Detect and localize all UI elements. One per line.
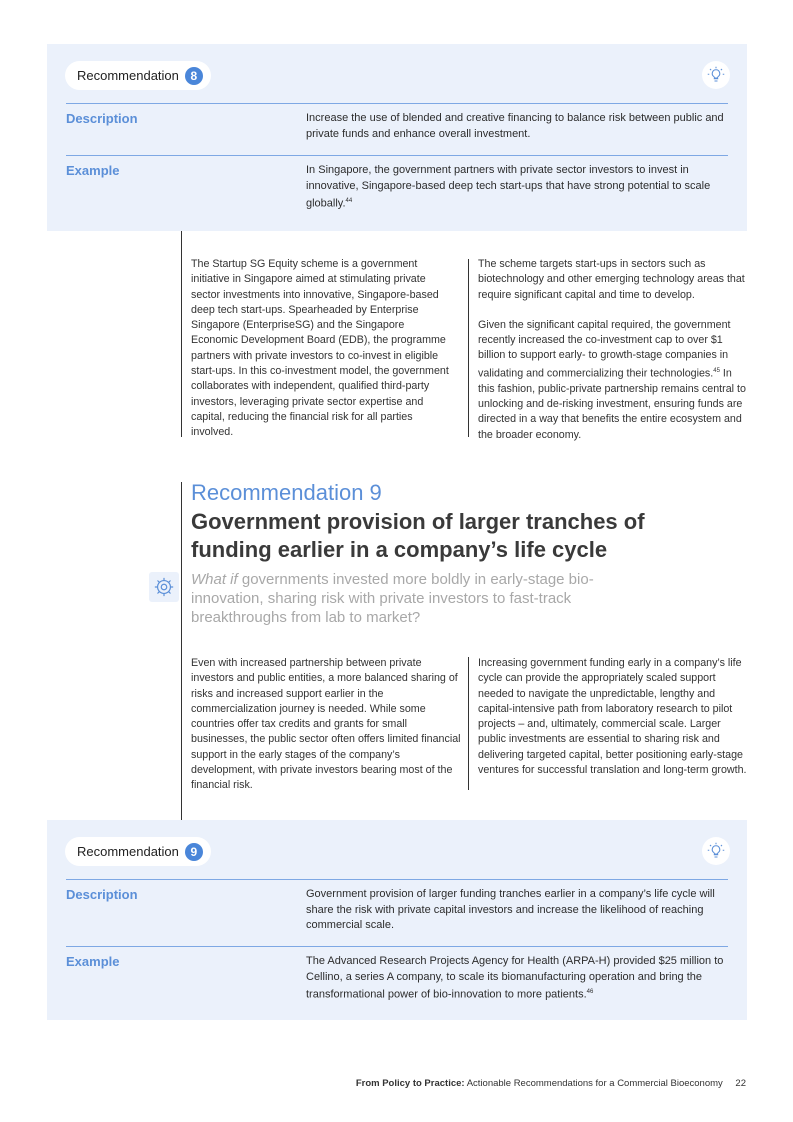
- footnote-ref: 46: [586, 989, 594, 995]
- column-divider: [181, 231, 182, 437]
- description-label: Description: [66, 111, 138, 126]
- page-footer: [356, 1078, 746, 1089]
- column-divider: [468, 657, 469, 790]
- description-text: Increase the use of blended and creative financing to balance risk between public and private funds and enhance overall investment.: [306, 112, 724, 140]
- example-label: Example: [66, 163, 120, 178]
- section-title: Government provision of larger tranches of funding earlier in a company’s life cycle: [191, 509, 645, 562]
- footer-title-bold: From Policy to Practice:: [355, 1078, 465, 1089]
- gear-icon: [149, 572, 179, 602]
- example-text: In Singapore, the government partners with private sector investors to invest in innovative, Singapore-based deep tech start-ups that have strong potential to scale globally.$^{44}$: [306, 164, 711, 210]
- recommendation-8-pill: [65, 61, 211, 90]
- rec9-body-column-1: [191, 656, 463, 794]
- body-paragraph: Even with increased partnership between private investors and public entities, a more balanced sharing of risks and increased support earlier in the commercialization journey is needed. While some countries offer tax credits and grants for small businesses, the public sector often offers limited financial support in the early stages of the company’s development, with private investors bearing most of the financial risk.: [191, 657, 461, 792]
- page-number: 22: [735, 1078, 746, 1089]
- description-row: [66, 103, 728, 155]
- section-kicker: Recommendation 9: [191, 480, 382, 505]
- example-text: The Advanced Research Projects Agency for Health (ARPA-H) provided $25 million to Cellino, a series A company, to scale its biomanufacturing operation and bring the transformational power of bio-innovation to more patients.$^{46}$: [306, 955, 724, 1001]
- example-row: [66, 946, 728, 1006]
- case-study-paragraph: The Startup SG Equity scheme is a government initiative in Singapore aimed at stimulating private sector investments into innovative, Singapore-based deep tech start-ups. Spearheaded by Enterprise Singapore (EnterpriseSG) and the Singapore Economic Development Board (EDB), the programme partners with private investors to co-invest in eligible start-ups. In this co-investment model, the government collaborates with independent, qualified third-party investors, leveraging private sector expertise and capital, reducing the financial risk for all parties involved.: [191, 258, 449, 439]
- lightbulb-icon: [702, 837, 730, 865]
- footer-title: Actionable Recommendations for a Commercial Bioeconomy: [464, 1078, 723, 1089]
- recommendation-label: Recommendation: [77, 68, 179, 83]
- lightbulb-icon: [702, 61, 730, 89]
- body-paragraph: Increasing government funding early in a company’s life cycle can provide the appropriately scaled support needed to navigate the unpredictable, lengthy and capital-intensive path from laboratory research to pilot projects – and, ultimately, commercial scale. Larger public investments are essential to sharing risk and delivering targeted capital, better positioning early-stage ventures for successful translation and long-term growth.: [478, 657, 747, 777]
- description-text: Government provision of larger funding tranches earlier in a company’s life cycle will share the risk with private capital investors and increase the likelihood of reaching commercial scale.: [306, 888, 715, 931]
- recommendation-label: Recommendation: [77, 844, 179, 859]
- case-study-paragraph: The scheme targets start-ups in sectors such as biotechnology and other emerging technology areas that require significant capital and time to develop.: [478, 258, 745, 301]
- footnote-ref: 45: [713, 367, 720, 374]
- recommendation-9-heading: [191, 479, 711, 627]
- description-row: [66, 879, 728, 946]
- case-study-paragraph: Given the significant capital required, the government recently increased the co-investment cap to over $1 billion to support early- to growth-stage companies in validating and commercializing their technologies.$^{45}$ In this fashion, public-private partnership remains central to unlocking and de-risking investment, ensuring funds are directed in a way that benefits the entire ecosystem and the broader economy.: [478, 318, 746, 441]
- description-label: Description: [66, 887, 138, 902]
- case-study-column-2: [478, 257, 748, 443]
- recommendation-9-box: [47, 820, 747, 1020]
- case-study-column-1: [191, 257, 453, 441]
- section-rule: [181, 482, 182, 820]
- footnote-ref: 44: [345, 198, 353, 204]
- rec9-body-column-2: [478, 656, 748, 778]
- recommendation-8-box: [47, 44, 747, 231]
- column-divider: [468, 259, 469, 437]
- recommendation-number-badge: 9: [185, 843, 203, 861]
- example-row: [66, 155, 728, 215]
- what-if-question: What if governments invested more boldly in early-stage bio-innovation, sharing risk with private investors to fast-track breakthroughs from lab to market?: [191, 571, 594, 626]
- recommendation-9-pill: [65, 837, 211, 866]
- recommendation-number-badge: 8: [185, 67, 203, 85]
- example-label: Example: [66, 954, 120, 969]
